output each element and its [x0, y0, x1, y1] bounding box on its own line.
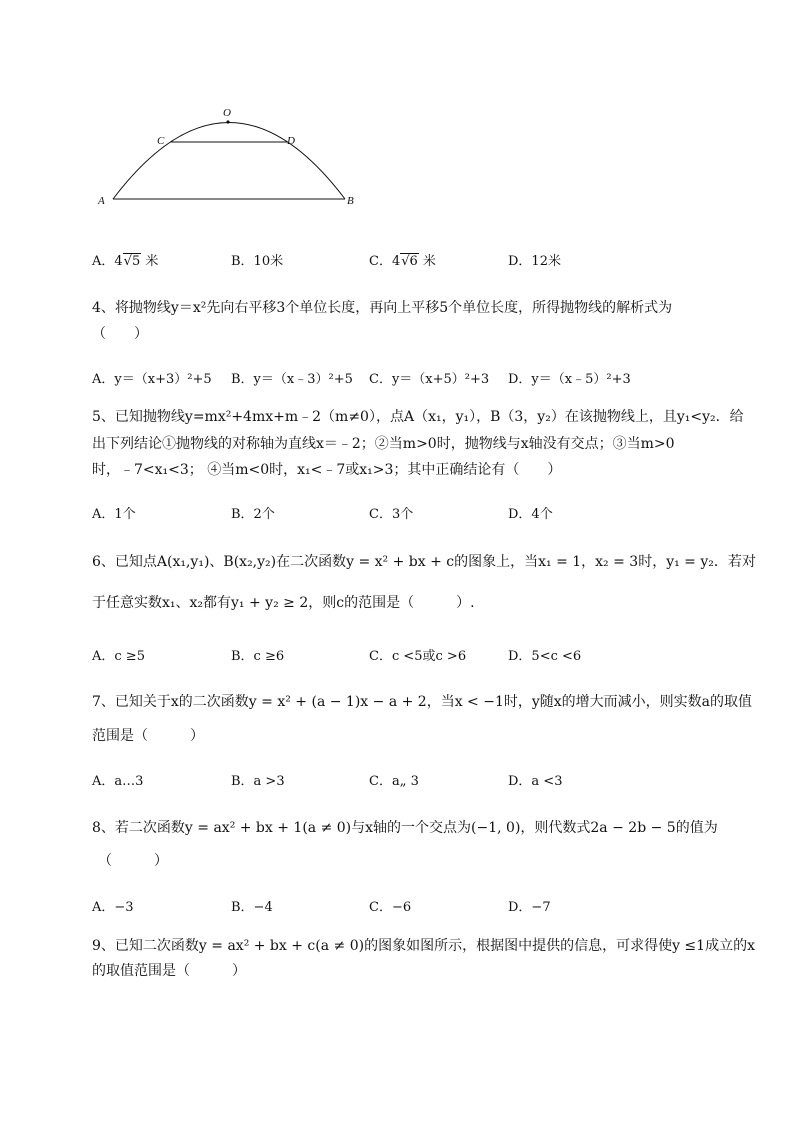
q6-option-d: D．5<c <6 [508, 649, 582, 664]
q4-option-a: A．y＝（x+3）²+5 [92, 372, 212, 387]
q8-option-d: D．−7 [508, 900, 551, 915]
q7-option-c: C．a„ 3 [369, 774, 419, 789]
q8-option-c: C．−6 [369, 900, 412, 915]
q5-line2: 出下列结论①抛物线的对称轴为直线x＝﹣2；②当m>0时，抛物线与x轴没有交点；③当m>0 [92, 436, 675, 452]
q5-line1: 5、已知抛物线y=mx²+4mx+m﹣2（m≠0），点A（x₁，y₁），B（3，y₂）在该抛物线上，且y₁<y₂．给 [92, 409, 744, 425]
q6-option-c: C．c <5或c >6 [369, 649, 467, 664]
q9-line1: 9、已知二次函数y = ax² + bx + c(a ≠ 0)的图象如图所示，根据图中提供的信息，可求得使y ≤1成立的x [92, 938, 755, 954]
label-a: A [98, 195, 105, 207]
parabola-arc [113, 123, 345, 200]
q4-option-c: C．y＝（x+5）²+3 [369, 372, 490, 387]
q8-line2: （ ） [98, 853, 168, 869]
q7-option-a: A．a…3 [92, 774, 144, 789]
q3-option-a: A．4√5 米 [92, 254, 159, 269]
q6-line1: 6、已知点A(x₁,y₁)、B(x₂,y₂)在二次函数y = x² + bx + c的图象上，当x₁ = 1，x₂ = 3时，y₁ = y₂．若对 [92, 554, 756, 570]
label-b: B [347, 195, 354, 207]
q5-option-d: D．4个 [508, 507, 553, 522]
q5-option-a: A．1个 [92, 507, 136, 522]
label-d: D [287, 135, 295, 147]
label-o: O [223, 107, 231, 119]
q5-option-b: B．2个 [231, 507, 275, 522]
label-c: C [157, 135, 165, 147]
q7-option-b: B．a >3 [231, 774, 285, 789]
q7-line1: 7、已知关于x的二次函数y = x² + (a − 1)x − a + 2，当x < −1时，y随x的增大而减小，则实数a的取值 [92, 694, 753, 710]
q6-line2: 于任意实数x₁、x₂都有y₁ + y₂ ≥ 2，则c的范围是（ ）. [92, 595, 475, 611]
q3-option-d: D．12米 [508, 254, 561, 269]
q8-option-b: B．−4 [231, 900, 273, 915]
q6-option-b: B．c ≥6 [231, 649, 285, 664]
q8-line1: 8、若二次函数y = ax² + bx + 1(a ≠ 0)与x轴的一个交点为(−1, 0)，则代数式2a − 2b − 5的值为 [92, 820, 718, 836]
q6-option-a: A．c ≥5 [92, 649, 145, 664]
q5-line3: 时，﹣7<x₁<3； ④当m<0时，x₁<﹣7或x₁>3；其中正确结论有（ ） [92, 462, 562, 478]
q9-line2: 的取值范围是（ ） [92, 963, 246, 979]
q8-option-a: A．−3 [92, 900, 134, 915]
q3-option-c: C．4√6 米 [369, 254, 436, 269]
q4-line2: （ ） [92, 326, 148, 342]
q4-option-b: B．y＝（x﹣3）²+5 [231, 372, 353, 387]
vertex-point [226, 120, 229, 123]
q4-line1: 4、将抛物线y＝x²先向右平移3个单位长度，再向上平移5个单位长度，所得抛物线的解析式为 [92, 300, 673, 316]
q7-line2: 范围是（ ） [92, 728, 204, 744]
q4-option-d: D．y＝（x﹣5）²+3 [508, 372, 631, 387]
q3-option-b: B．10米 [231, 254, 284, 269]
arch-figure [95, 100, 365, 215]
q5-option-c: C．3个 [369, 507, 414, 522]
q7-option-d: D．a <3 [508, 774, 563, 789]
